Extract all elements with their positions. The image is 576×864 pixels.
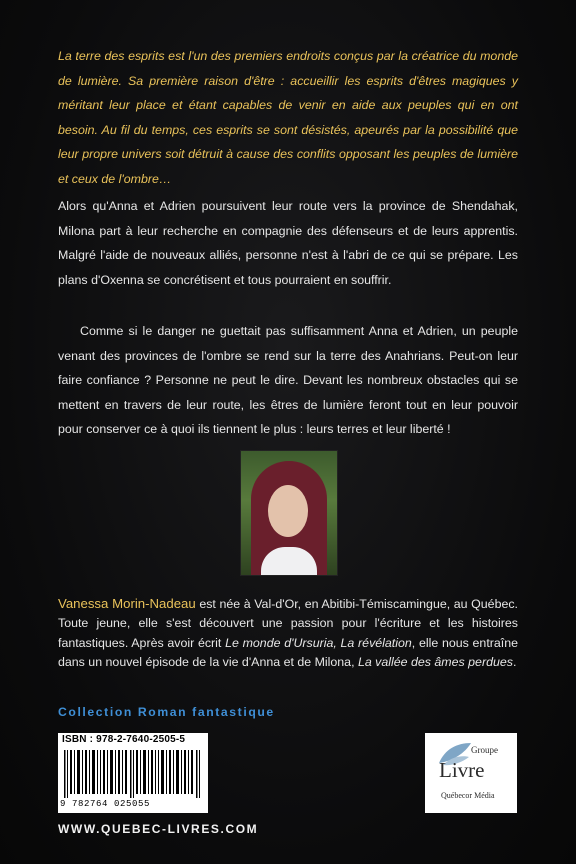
author-name: Vanessa Morin-Nadeau: [58, 596, 196, 611]
website-url: WWW.QUEBEC-LIVRES.COM: [58, 822, 259, 836]
author-bio-text-3: .: [512, 654, 517, 669]
publisher-name: Livre: [439, 758, 485, 782]
publisher-logo: [425, 733, 517, 813]
barcode-digits: 9 782764 025055: [60, 799, 151, 809]
isbn-number: ISBN : 978-2-7640-2505-5: [62, 734, 186, 745]
publisher-groupe: Groupe: [471, 745, 498, 755]
synopsis-paragraph-2: Comme si le danger ne guettait pas suffisamment Anna et Adrien, un peuple venant des provinces de l'ombre se rend sur la terre des Anahrians. Peut-on leur faire confiance ? Personne ne peut le dire. Devant les nombreux obstacles qui se mettent en travers de leur route, les êtres de lumière feront tout en leur pouvoir pour conserver ce à quoi ils tiennent le plus : leurs terres et leur liberté !: [58, 324, 518, 437]
publisher-subtitle: Québecor Média: [441, 791, 495, 800]
author-bio: [58, 594, 518, 672]
barcode-block: [58, 733, 208, 813]
author-bio-text-2: , elle nous entraîne dans un nouvel épisode de la vie d'Anna et de Milona,: [58, 635, 519, 669]
collection-label: [58, 705, 275, 719]
author-bio-text-1: est née à Val-d'Or, en Abitibi-Témiscamingue, au Québec. Toute jeune, elle s'est découvert une passion pour l'écriture et les histoires fantastiques. Après avoir écrit: [58, 597, 518, 650]
intro-paragraph: La terre des esprits est l'un des premiers endroits conçus par la créatrice du monde de lumière. Sa première raison d'être : accueillir les esprits d'êtres magiques y méritant leur place et étant capables de venir en aide aux peuples qui en ont besoin. Au fil du temps, ces esprits se sont désistés, apeurés par la possibilité que leur propre univers soit détruit à cause des conflits opposant les peuples de lumière et ceux de l'ombre…: [58, 49, 518, 186]
collection-text: Collection Roman fantastique: [58, 705, 275, 719]
author-photo: [240, 450, 338, 576]
synopsis-paragraph-1: Alors qu'Anna et Adrien poursuivent leur route vers la province de Shendahak, Milona part à leur recherche en compagnie des défenseurs et de leurs apprentis. Malgré l'aide de nouveaux alliés, personne n'est à l'abri de ce qui se prépare. Les plans d'Oxenna se concrétisent et tous pourraient en souffrir.: [58, 199, 518, 287]
previous-book-title: Le monde d'Ursuria, La révélation: [225, 635, 412, 650]
barcode-icon: [64, 750, 202, 798]
current-book-title: La vallée des âmes perdues: [357, 654, 513, 669]
